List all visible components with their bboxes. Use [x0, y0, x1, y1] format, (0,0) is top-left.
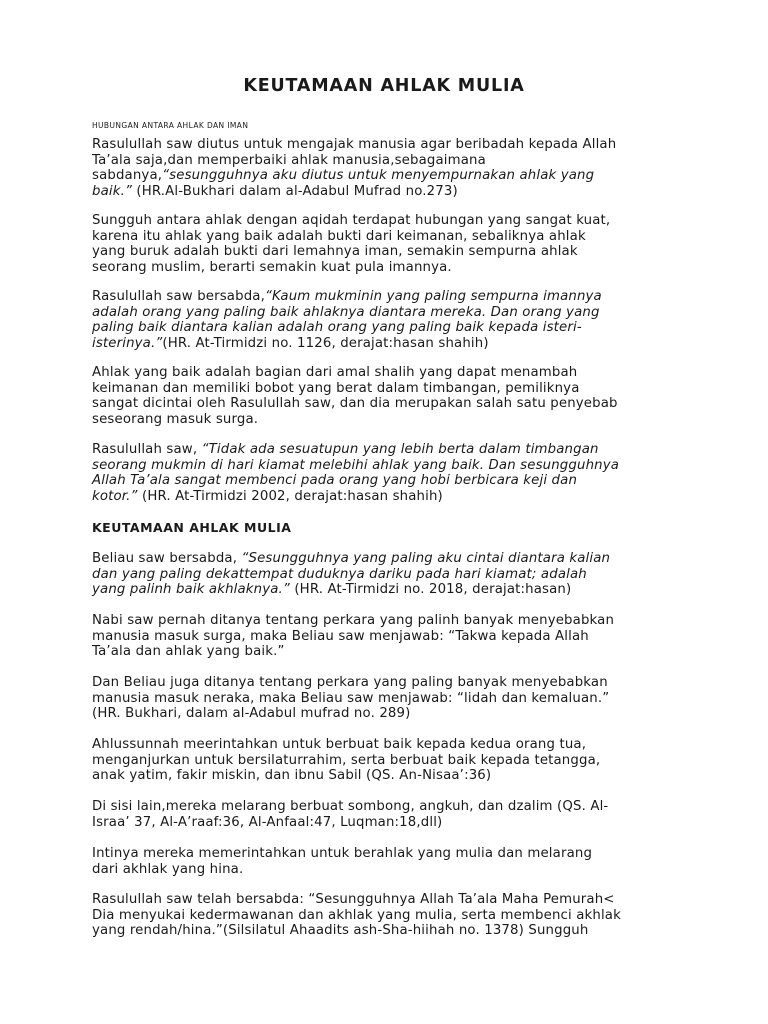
paragraph-3-text: Rasulullah saw bersabda, — [92, 289, 265, 304]
paragraph-5-text: Rasulullah saw, — [92, 442, 202, 457]
paragraph-4: Ahlak yang baik adalah bagian dari amal shalih yang dapat menambah keimanan dan memiliki bobot yang berat dalam timbangan, pemiliknya sangat dicintai oleh Rasulullah saw, dan dia merupakan salah satu penyebab seseorang masuk surga. — [92, 365, 618, 427]
paragraph-1 — [92, 137, 692, 199]
paragraph-1-quote: “sesungguhnya aku diutus untuk menyempurnakan ahlak yang baik.” — [92, 168, 595, 199]
paragraph-6-citation: (HR. At-Tirmidzi no. 2018, derajat:hasan) — [289, 582, 572, 598]
paragraph-11: Intinya mereka memerintahkan untuk berahlak yang mulia dan melarang dari akhlak yang hina. — [92, 846, 593, 877]
paragraph-6-text: Beliau saw bersabda, — [92, 551, 242, 566]
paragraph-6-quote: “Sesungguhnya yang paling aku cintai diantara kalian dan yang paling dekattempat duduknya dariku pada hari kiamat; adalah yang palinh baik akhlaknya.” — [92, 551, 611, 598]
paragraph-2: Sungguh antara ahlak dengan aqidah terdapat hubungan yang sangat kuat, karena itu ahlak yang baik adalah bukti dari keimanan, sebaliknya ahlak yang buruk adalah bukti dari lemahnya iman, semakin sempurna ahlak seorang muslim, berarti semakin kuat pula imannya. — [92, 213, 611, 275]
paragraph-5-citation: (HR. At-Tirmidzi 2002, derajat:hasan shahih) — [137, 488, 443, 504]
paragraph-3-citation: (HR. At-Tirmidzi no. 1126, derajat:hasan shahih) — [162, 335, 489, 351]
paragraph-10: Di sisi lain,mereka melarang berbuat sombong, angkuh, dan dzalim (QS. Al- Israa’ 37, Al-A’raaf:36, Al-Anfaal:47, Luqman:18,dll) — [92, 799, 609, 830]
subheading: HUBUNGAN ANTARA AHLAK DAN IMAN — [92, 121, 249, 130]
paragraph-3-quote: “Kaum mukminin yang paling sempurna imannya adalah orang yang paling baik ahlaknya diantara mereka. Dan orang yang paling baik diantara kalian adalah orang yang paling baik kepada isteri- isterinya.” — [92, 289, 602, 351]
paragraph-1-citation: (HR.Al-Bukhari dalam al-Adabul Mufrad no.273) — [132, 183, 458, 199]
paragraph-7: Nabi saw pernah ditanya tentang perkara yang palinh banyak menyebabkan manusia masuk surga, maka Beliau saw menjawab: “Takwa kepada Allah Ta’ala dan ahlak yang baik.” — [92, 613, 615, 660]
paragraph-5 — [92, 442, 692, 504]
section-heading: KEUTAMAAN AHLAK MULIA — [92, 520, 292, 535]
paragraph-9: Ahlussunnah meerintahkan untuk berbuat baik kepada kedua orang tua, menganjurkan untuk bersilaturrahim, serta berbuat baik kepada tetangga, anak yatim, fakir miskin, dan ibnu Sabil (QS. An-Nisaa’:36) — [92, 737, 601, 784]
paragraph-5-quote: “Tidak ada sesuatupun yang lebih berta dalam timbangan seorang mukmin di hari kiamat melebihi ahlak yang baik. Dan sesungguhnya Allah Ta’ala sangat membenci pada orang yang hobi berbicara keji dan kotor.” — [92, 442, 620, 504]
paragraph-12: Rasulullah saw telah bersabda: “Sesungguhnya Allah Ta’ala Maha Pemurah< Dia menyukai kedermawanan dan akhlak yang mulia, serta membenci akhlak yang rendah/hina.”(Silsilatul Ahaadits ash-Sha-hiihah no. 1378) Sungguh — [92, 892, 621, 939]
paragraph-8: Dan Beliau juga ditanya tentang perkara yang paling banyak menyebabkan manusia masuk neraka, maka Beliau saw menjawab: “lidah dan kemaluan.” (HR. Bukhari, dalam al-Adabul mufrad no. 289) — [92, 675, 610, 722]
document-title: KEUTAMAAN AHLAK MULIA — [243, 76, 525, 96]
paragraph-6 — [92, 551, 692, 598]
paragraph-1-text: Rasulullah saw diutus untuk mengajak manusia agar beribadah kepada Allah Ta’ala saja,dan memperbaiki ahlak manusia,sebagaimana sabdanya, — [92, 137, 617, 184]
paragraph-3 — [92, 289, 692, 351]
